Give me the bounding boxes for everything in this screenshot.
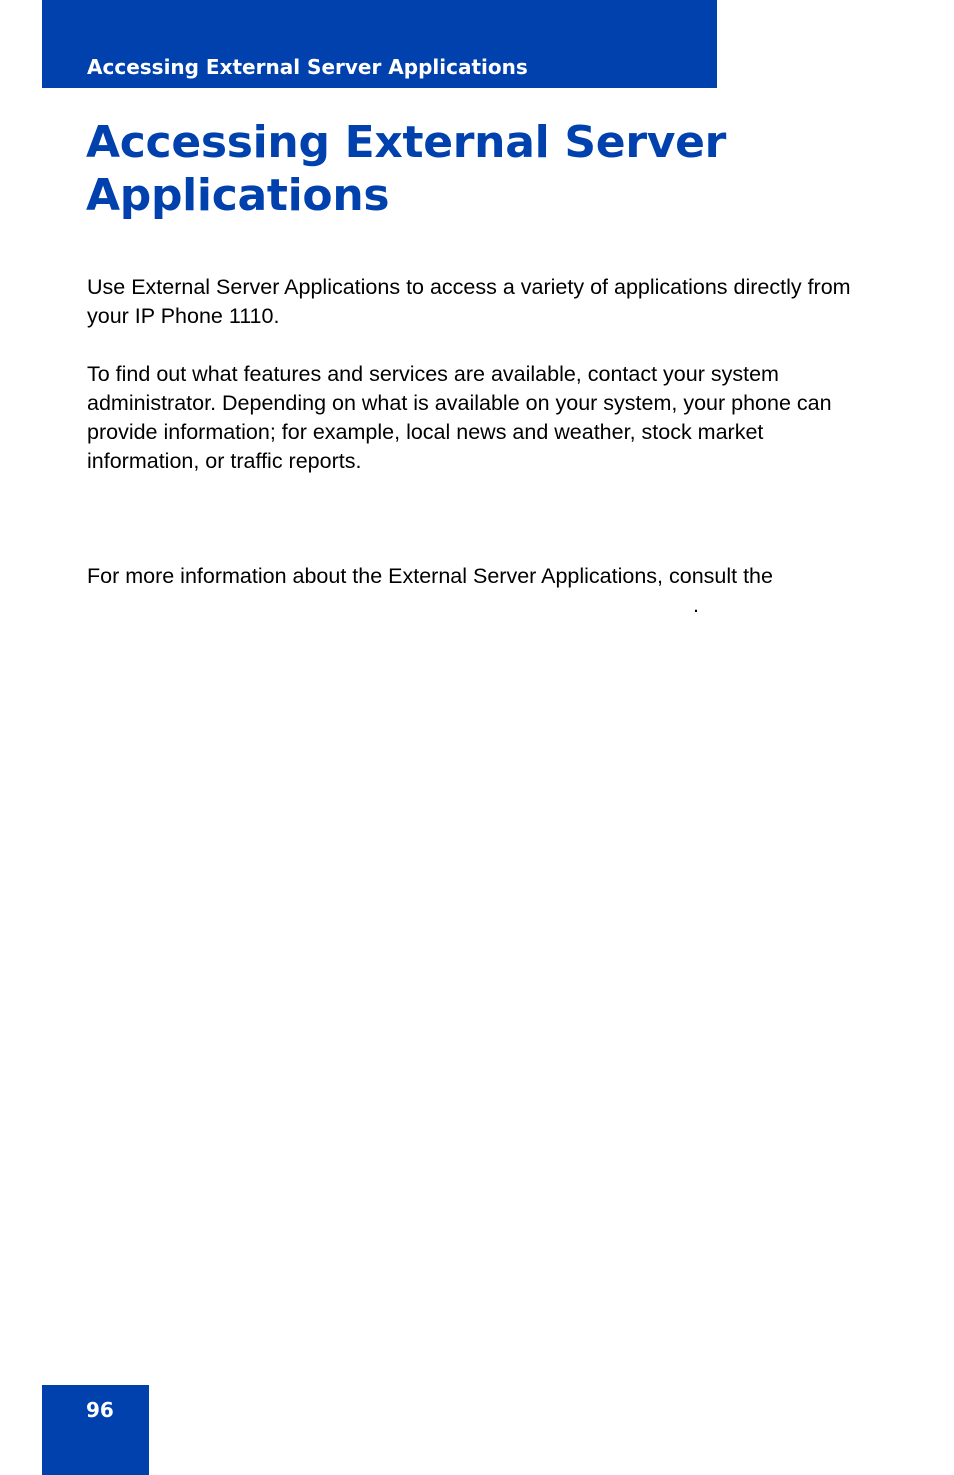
features-paragraph: To find out what features and services are available, contact your system administrator. Depending on what is available on your system, your phone can provide information; for example, local news and weather, stock market information, or traffic reports.: [87, 362, 832, 473]
running-header-title: Accessing External Server Applications: [87, 55, 528, 79]
more-info-paragraph: For more information about the External Server Applications, consult the: [87, 564, 773, 588]
sentence-end-period: .: [693, 593, 699, 617]
page-title: Accessing External Server Applications: [86, 117, 727, 221]
page-number: 96: [86, 1398, 114, 1422]
page-number-box: [42, 1385, 149, 1475]
intro-paragraph: Use External Server Applications to access a variety of applications directly from your IP Phone 1110.: [87, 275, 851, 328]
running-header: [42, 0, 717, 88]
